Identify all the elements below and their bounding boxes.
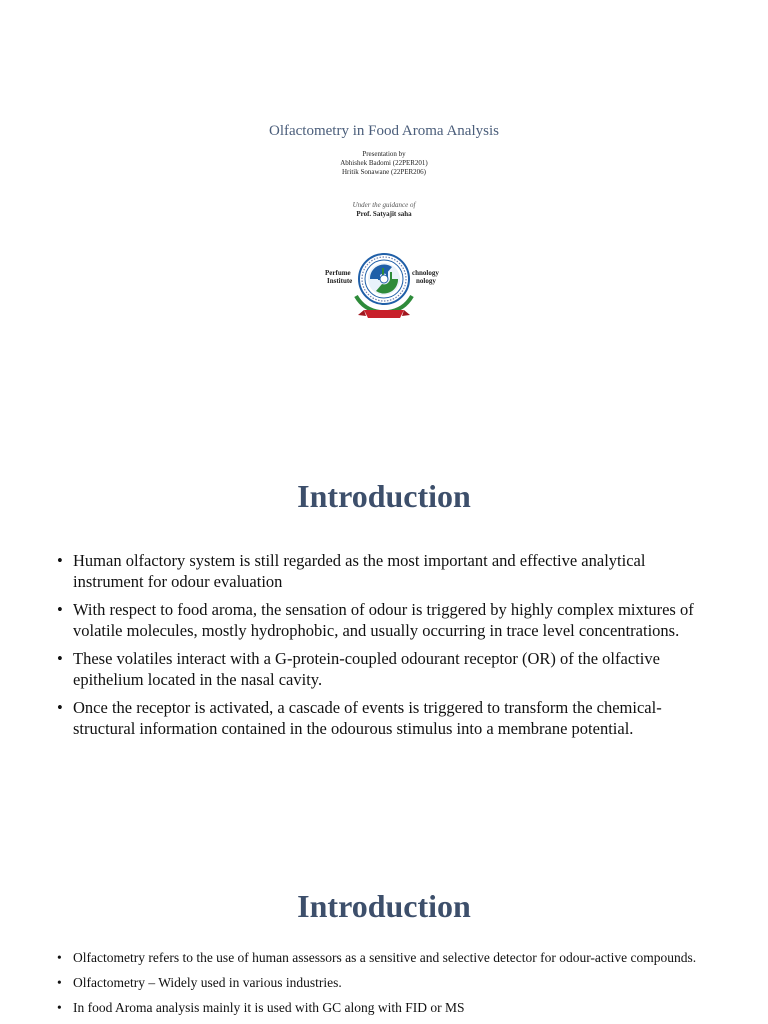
logo-right-text-1: chnology [412, 269, 439, 277]
presentation-title: Olfactometry in Food Aroma Analysis [269, 123, 499, 139]
logo-right-text-2: nology [416, 277, 436, 285]
author-2: Hritik Sonawane (22PER206) [342, 168, 426, 176]
slide-heading-introduction: Introduction [297, 478, 471, 514]
list-item: • With respect to food aroma, the sensation of odour is triggered by highly complex mixtures of volatile molecules, mostly hydrophobic, and usually occurring in trace level concentrations. [57, 599, 717, 641]
guidance-label: Under the guidance of [352, 201, 416, 209]
bullet-list-introduction [57, 550, 717, 746]
title-slide [0, 0, 768, 440]
list-item: • Olfactometry refers to the use of human assessors as a sensitive and selective detector for odour-active compounds. [57, 949, 717, 966]
list-item: • Once the receptor is activated, a cascade of events is triggered to transform the chemical-structural information contained in the odourous stimulus into a membrane potential. [57, 697, 717, 739]
professor-name: Prof. Satyajit saha [356, 210, 412, 218]
list-item: • Olfactometry – Widely used in various industries. [57, 974, 717, 991]
emblem-icon [320, 252, 448, 324]
slide-heading-introduction-2: Introduction [297, 888, 471, 924]
presentation-by-label: Presentation by [362, 150, 406, 158]
institute-logo [320, 252, 448, 324]
logo-left-text-1: Perfume [325, 269, 351, 277]
logo-left-text-2: Institute [327, 277, 353, 285]
list-item: • Human olfactory system is still regarded as the most important and effective analytical instrument for odour evaluation [57, 550, 717, 592]
list-item: • These volatiles interact with a G-protein-coupled odourant receptor (OR) of the olfactive epithelium located in the nasal cavity. [57, 648, 717, 690]
author-1: Abhishek Badomi (22PER201) [340, 159, 428, 167]
list-item: • In food Aroma analysis mainly it is used with GC along with FID or MS [57, 999, 717, 1016]
bullet-list-introduction-2 [57, 949, 717, 1024]
